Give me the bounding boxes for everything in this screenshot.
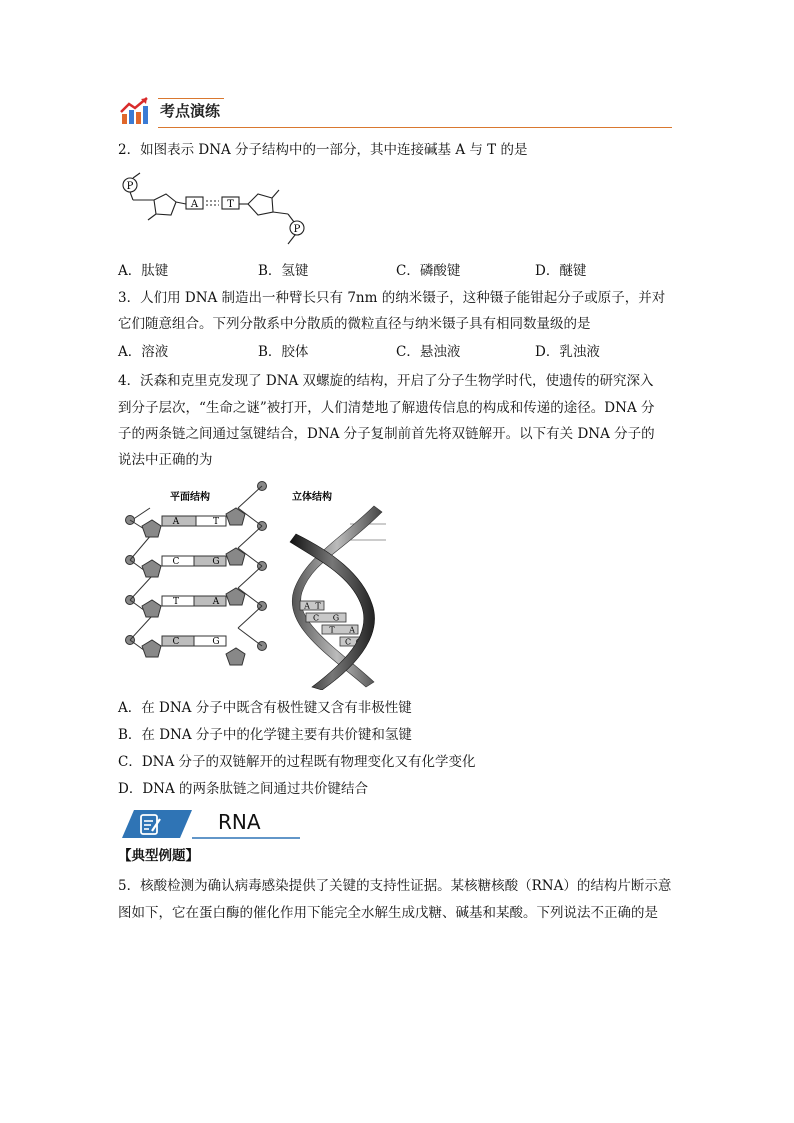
q2-dna-fragment-figure bbox=[116, 172, 316, 246]
q4-line-3: 子的两条链之间通过氢键结合，DNA 分子复制前首先将双链解开。以下有关 DNA 分子的 bbox=[118, 426, 655, 442]
q4-helix-pair2-right: G bbox=[332, 613, 340, 623]
q3-line-1: 3．人们用 DNA 制造出一种臂长只有 7nm 的纳米镊子，这种镊子能钳起分子或原子，并对 bbox=[118, 290, 666, 306]
notepad-pencil-icon bbox=[138, 811, 164, 837]
q5-line-2: 图如下，它在蛋白酶的催化作用下能完全水解生成戊糖、碱基和某酸。下列说法不正确的是 bbox=[118, 905, 658, 921]
chart-logo-icon bbox=[120, 96, 150, 126]
q3-option-b: B．胶体 bbox=[258, 344, 309, 360]
q4-planar-pair2-left: C bbox=[172, 557, 180, 567]
q2-base-t: T bbox=[227, 199, 234, 210]
q2-option-a: A．肽键 bbox=[118, 263, 169, 279]
q4-planar-pair4-left: C bbox=[172, 637, 180, 647]
q3-option-d: D．乳浊液 bbox=[535, 344, 600, 360]
q5-line-1: 5．核酸检测为确认病毒感染提供了关键的支持性证据。某核糖核酸（RNA）的结构片断示意 bbox=[118, 878, 672, 894]
q4-option-d: D．DNA 的两条肽链之间通过共价键结合 bbox=[118, 781, 369, 797]
q4-line-2: 到分子层次，“生命之谜”被打开，人们清楚地了解遗传信息的构成和传递的途径。DNA 分 bbox=[118, 400, 655, 416]
q2-option-c: C．磷酸键 bbox=[396, 263, 461, 279]
q2-base-a: A bbox=[190, 199, 199, 210]
q4-planar-pair1-left: A bbox=[172, 517, 180, 527]
header-title: 考点演练 bbox=[160, 102, 221, 120]
q4-helix-pair3-left: T bbox=[329, 625, 335, 635]
q4-planar-label: 平面结构 bbox=[170, 492, 210, 503]
q2-phosphate-right: P bbox=[293, 224, 301, 235]
q2-option-d: D．醚键 bbox=[535, 263, 587, 279]
q4-helix-structure-figure bbox=[282, 482, 392, 690]
example-label: 【典型例题】 bbox=[118, 848, 199, 864]
q4-line-1: 4．沃森和克里克发现了 DNA 双螺旋的结构，开启了分子生物学时代，使遗传的研究深入 bbox=[118, 373, 654, 389]
q4-helix-pair3-right: A bbox=[349, 625, 355, 635]
q4-option-a: A．在 DNA 分子中既含有极性键又含有非极性键 bbox=[118, 700, 412, 716]
q4-helix-pair1-right: T bbox=[315, 601, 321, 611]
q4-line-4: 说法中正确的为 bbox=[118, 452, 213, 468]
q4-planar-pair3-right: A bbox=[212, 597, 220, 607]
q4-planar-pair2-right: G bbox=[212, 557, 220, 567]
q2-phosphate-left: P bbox=[126, 181, 134, 192]
q4-planar-pair1-right: T bbox=[212, 517, 220, 527]
q4-helix-pair1-left: A bbox=[304, 601, 310, 611]
q4-planar-pair4-right: G bbox=[212, 637, 220, 647]
section-title: RNA bbox=[218, 810, 261, 834]
q4-helix-label: 立体结构 bbox=[292, 492, 332, 503]
q3-option-c: C．悬浊液 bbox=[396, 344, 461, 360]
q3-option-a: A．溶液 bbox=[118, 344, 169, 360]
q3-line-2: 它们随意组合。下列分散系中分散质的微粒直径与纳米镊子具有相同数量级的是 bbox=[118, 316, 591, 332]
q4-planar-pair3-left: T bbox=[172, 597, 180, 607]
header-rule bbox=[158, 127, 672, 128]
q4-helix-pair4-left: C bbox=[344, 637, 352, 647]
q4-planar-structure-figure bbox=[120, 478, 280, 688]
q4-option-b: B．在 DNA 分子中的化学键主要有共价键和氢键 bbox=[118, 727, 412, 743]
header-top-rule bbox=[158, 98, 224, 99]
q4-option-c: C．DNA 分子的双链解开的过程既有物理变化又有化学变化 bbox=[118, 754, 476, 770]
q2-option-b: B．氢键 bbox=[258, 263, 309, 279]
q4-helix-pair2-left: C bbox=[312, 613, 320, 623]
q2-stem: 2．如图表示 DNA 分子结构中的一部分，其中连接碱基 A 与 T 的是 bbox=[118, 142, 528, 158]
